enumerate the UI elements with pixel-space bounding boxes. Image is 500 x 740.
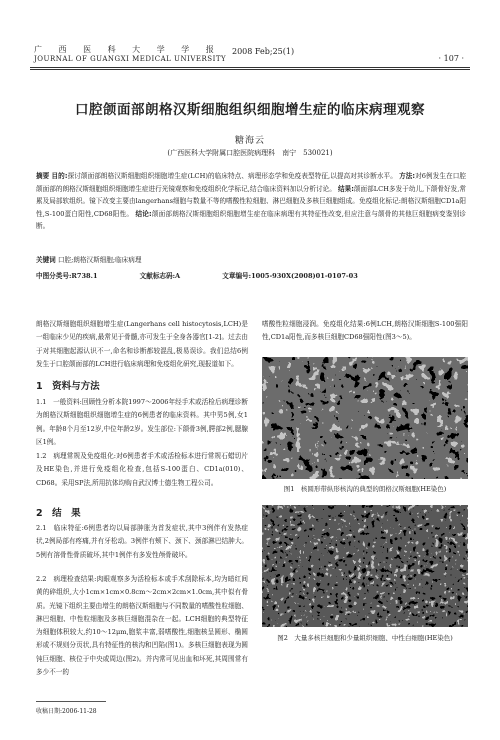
doc-code-label: 文献标志码 [139,272,173,280]
intro-paragraph: 朗格汉斯细胞组织细胞增生症(Langerhans cell histocytosis,LCH)是一组临床少见的疾病,最常见于骨髓,亦可发生于全身各器官[1-2]。过去由于对其细胞起源认识不一,命名和诊断都较混乱,极易误诊。我们总结6例发生于口腔颌面部的LCH进行临床病理和免疫组化研究,现报道如下。 [36,320,248,368]
abstract-purpose: 探讨颌面部朗格汉斯细胞组织细胞增生症(LCH)的临床特点、病理形态学和免疫表型特征,以提高对其诊断水平。 [67,172,397,180]
section-1-heading: 1 资料与方法 [36,381,100,392]
keywords-text: 口腔;朗格汉斯细胞;临床病理 [57,256,142,264]
abstract-methods: 对6例发生在口腔颌面部的朗格汉斯细胞组织细胞增生症进行光镜观察和免疫组织化学标记,结合临床资料加以分析讨论。 [36,172,466,193]
page-number: · 107 · [438,54,464,63]
abstract-label: 摘要 [36,172,50,180]
right-column-text: 嗜酸性粒细胞浸润。免疫组化结果:6例LCH,朗格汉斯细胞S-100强阳性,CD1a阳性,而多核巨细胞CD68强阳性(图3～5)。 [262,320,468,342]
article-id-label: 文章编号 [222,272,249,280]
journal-name-cn: 广 西 医 科 大 学 学 报 [34,45,221,54]
section-1-2: 1.2 病理常规及免疫组化:对6例患者手术或活检标本进行常规石蜡切片及HE染色,并进行免疫组化检查,包括S-100蛋白、CD1a(010)、CD68。采用SP法,所用抗体均购自武汉博士德生物工程公司。 [36,452,248,487]
article-title: 口腔颌面部朗格汉斯细胞组织细胞增生症的临床病理观察 [75,102,425,118]
author-affiliation: (广西医科大学附属口腔医院病理科 南宁 530021) [167,149,333,157]
figure-2-image [262,505,468,627]
section-2-2: 2.2 病理检查结果:肉眼观察多为活检标本或手术刮除标本,均为暗红间黄的碎组织,大小1cm×1cm×0.8cm～2cm×2cm×1.0cm,其中似有骨质。光镜下组织主要由增生的朗格汉斯细胞与不同数量的嗜酸性粒细胞、淋巴细胞、中性粒细胞及多核巨细胞混杂在一起。LCH细胞的典型特征为细胞体积较大,约10～12μm,胞浆丰富,弱嗜酸性,细胞核呈圆形、椭圆形或不规则分页状,具有特征性的核沟和凹陷(图1)。多核巨细胞表现为圆钝巨细胞、核位于中央或周边(图2)。并内常可见出血和坏死,其周围常有多少不一的 [36,575,248,677]
keywords-label: 关键词 [36,256,56,264]
article-id-value: :1005-930X(2008)01-0107-03 [248,272,358,280]
section-2-1: 2.1 临床特征:6例患者均以局部肿胀为首发症状,其中3例伴有发热症状,2例局部有疼痛,并有牙松动。3例伴有颊下、颈下、颈部淋巴结肿大。5例有溶骨性骨质破坏,其中1例伴有多发性颅骨破坏。 [36,524,248,559]
abstract-results: 颌面部LCH多发于幼儿,下颌骨好发,常累及局部软组织。镜下改变主要由langerhans细胞与数量不等的嗜酸性粒细胞、淋巴细胞及多核巨细胞组成。免疫组化标记:朗格汉斯细胞CD1a阳性,S-100蛋白阳性,CD68阳性。 [36,184,467,218]
received-date: 收稿日期:2006-11-28 [36,708,97,715]
results-label: 结果: [338,184,354,193]
figure-2-caption: 图2 大量多核巨细胞和少量組织细胞、中性白细胞(HE染色) [277,634,453,642]
article-author: 糖海云 [234,136,265,146]
conclusion-label: 结论: [135,209,152,218]
figure-1-image [262,357,468,479]
doc-code-value: :A [172,272,181,280]
clc-label: 中图分类号 [36,272,69,280]
header-divider [30,67,470,68]
classification-line [36,270,398,280]
figure-1-caption: 图1 核圆形带纵形核沟的典型的朗格汉斯细胞(HE染色) [283,485,447,493]
abstract [36,170,466,233]
journal-name-en: JOURNAL OF GUANGXI MEDICAL UNIVERSITY [34,55,227,63]
section-2-heading: 2 结 果 [36,508,81,519]
clc-value: :R738.1 [68,272,98,280]
footnote-divider [36,701,106,702]
section-1-1: 1.1 一般资料:回顾性分析本院1997～2006年经手术或活检后病理诊断为朗格汉斯细胞组织细胞增生症的6例患者的临床资料。其中男5例,女1例。年龄8个月至12岁,中位年龄2岁。发生部位:下颌骨3例,腭部2例,腮腺区1例。 [36,398,248,446]
volume-info: 2008 Feb;25(1) [232,47,295,56]
abstract-conclusion: 颌面部朗格汉斯细胞组织细胞增生症在临床病理有其特征性改变,但应注意与颌骨的其他巨细胞病变鉴别诊断。 [36,209,466,230]
methods-label: 方法: [399,172,416,180]
purpose-label: 目的: [51,172,68,180]
keywords-line [36,254,141,264]
header-divider-2 [30,69,470,70]
